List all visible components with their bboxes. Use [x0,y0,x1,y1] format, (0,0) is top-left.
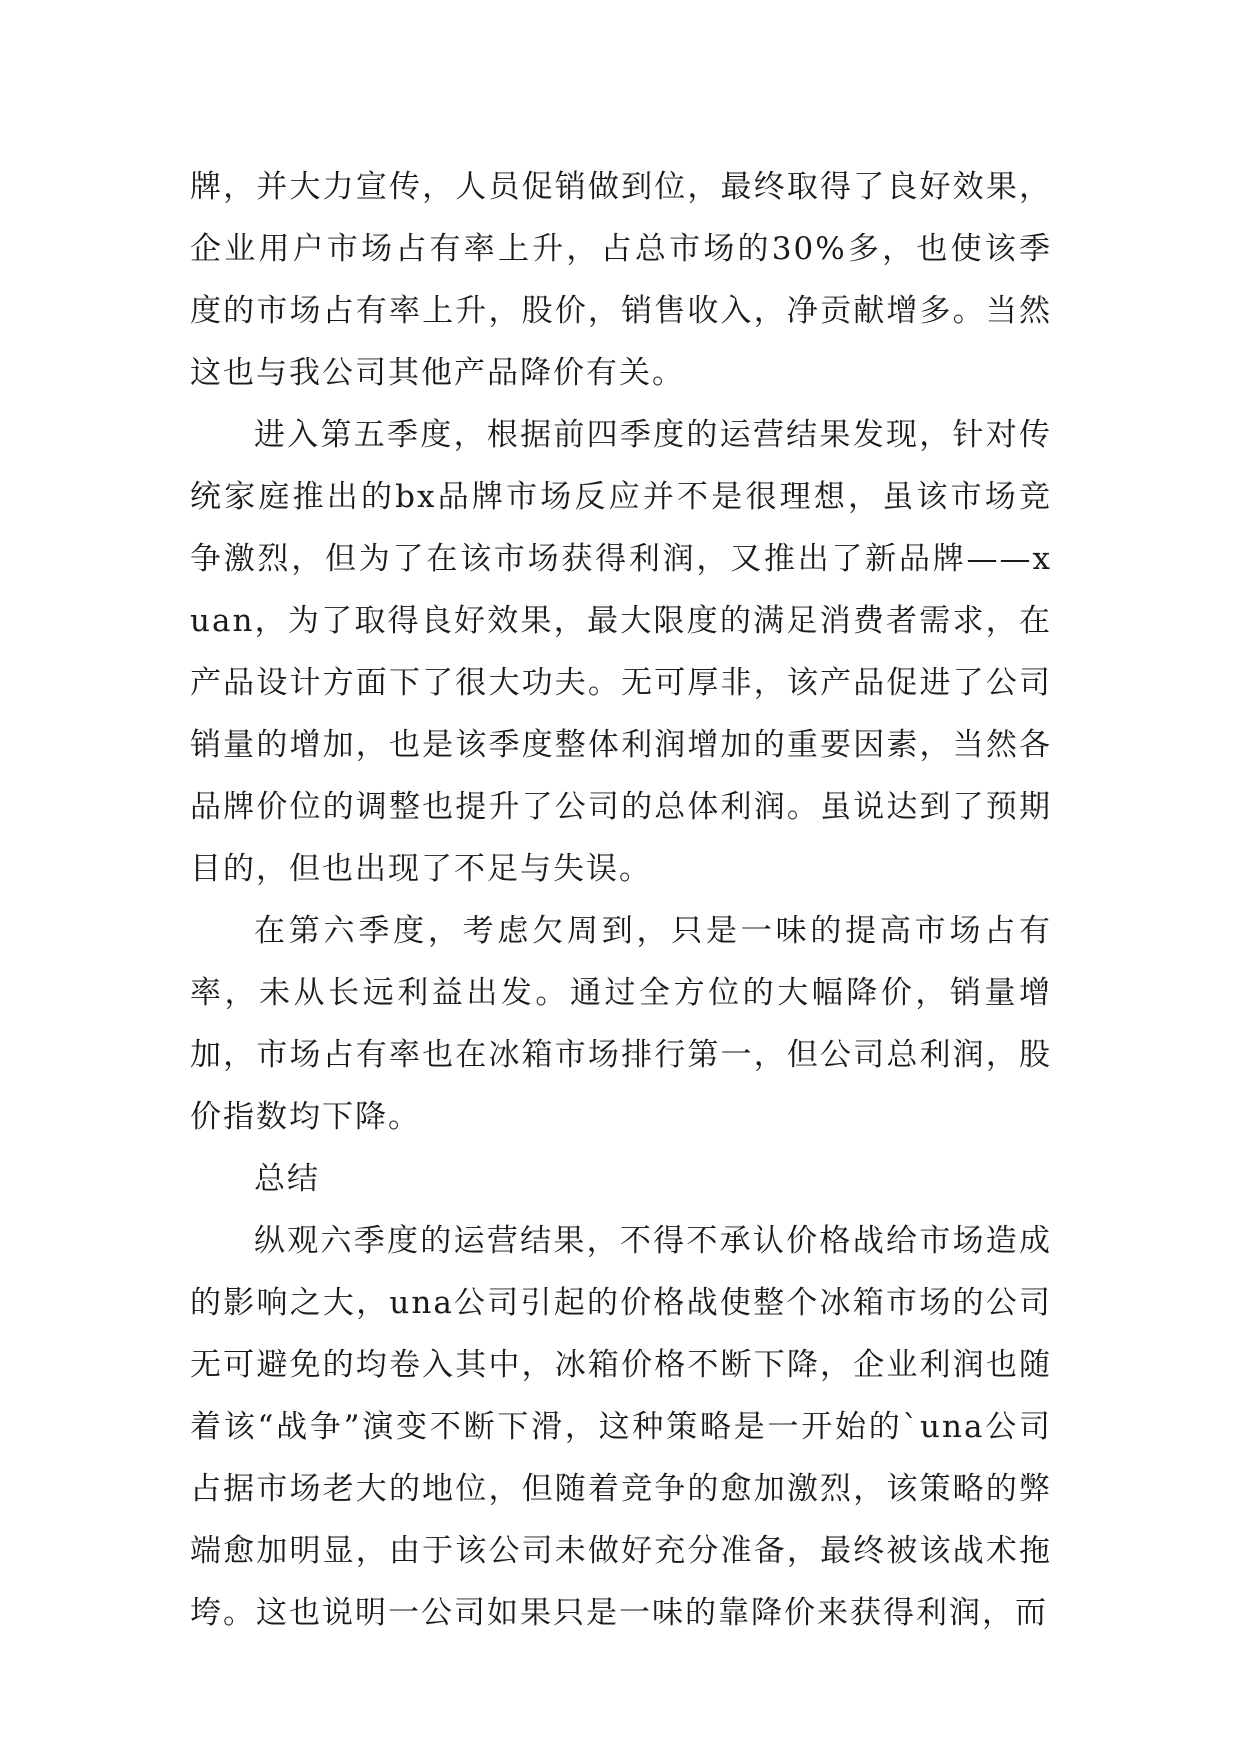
paragraph-fifth-quarter: 进入第五季度，根据前四季度的运营结果发现，针对传统家庭推出的bx品牌市场反应并不是很理想，虽该市场竞争激烈，但为了在该市场获得利润，又推出了新品牌——xuan，为了取得良好效果，最大限度的满足消费者需求，在产品设计方面下了很大功夫。无可厚非，该产品促进了公司销量的增加，也是该季度整体利润增加的重要因素，当然各品牌价位的调整也提升了公司的总体利润。虽说达到了预期目的，但也出现了不足与失误。 [190,417,1052,887]
document-body [190,156,1052,1644]
paragraph-sixth-quarter: 在第六季度，考虑欠周到，只是一味的提高市场占有率，未从长远利益出发。通过全方位的大幅降价，销量增加，市场占有率也在冰箱市场排行第一，但公司总利润，股价指数均下降。 [190,913,1052,1135]
paragraph-continuation: 牌，并大力宣传，人员促销做到位，最终取得了良好效果，企业用户市场占有率上升，占总市场的30%多，也使该季度的市场占有率上升，股价，销售收入，净贡献增多。当然这也与我公司其他产品降价有关。 [190,169,1052,391]
section-heading-summary: 总结 [254,1161,320,1197]
paragraph-summary: 纵观六季度的运营结果，不得不承认价格战给市场造成的影响之大，una公司引起的价格战使整个冰箱市场的公司无可避免的均卷入其中，冰箱价格不断下降，企业利润也随着该“战争”演变不断下滑，这种策略是一开始的`una公司占据市场老大的地位，但随着竞争的愈加激烈，该策略的弊端愈加明显，由于该公司未做好充分准备，最终被该战术拖垮。这也说明一公司如果只是一味的靠降价来获得利润，而 [190,1223,1052,1631]
